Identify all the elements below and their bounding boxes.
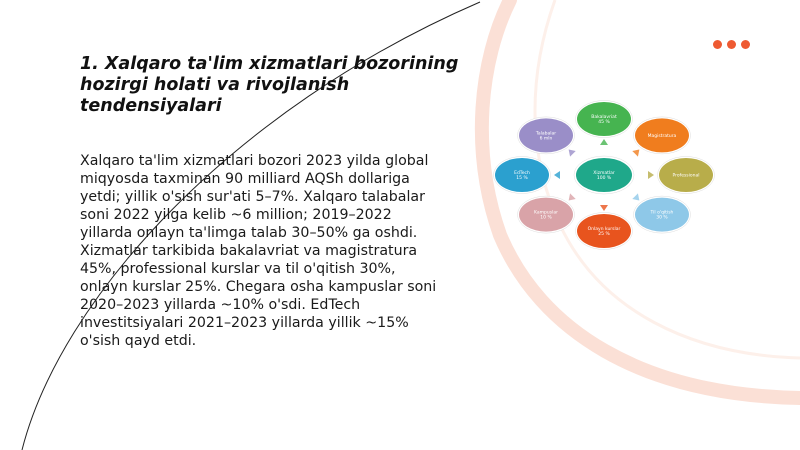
diagram-arrow-icon <box>600 139 608 145</box>
accent-dot-icon <box>713 40 722 49</box>
diagram-arrow-icon <box>632 193 639 200</box>
menu-dots <box>713 40 750 49</box>
diagram-node-label: Talabalar 6 mln <box>535 131 557 142</box>
cycle-diagram <box>480 95 720 265</box>
diagram-arrow-icon <box>648 171 654 179</box>
accent-dot-icon <box>741 40 750 49</box>
diagram-node-label: Professional <box>672 173 700 179</box>
diagram-node-label: EdTech 15 % <box>514 171 530 181</box>
diagram-arrow-icon <box>600 205 608 211</box>
diagram-node-label: Onlayn kurslar 25 % <box>587 227 621 237</box>
diagram-center-label: Xizmatlar 100 % <box>593 171 615 181</box>
diagram-node-label: Bakalavriat 45 % <box>591 115 617 125</box>
slide-title: 1. Xalqaro ta'lim xizmatlari bozorining hozirgi holati va rivojlanish tendensiyalari <box>80 54 459 116</box>
diagram-arrow-icon <box>569 150 576 157</box>
diagram-arrow-icon <box>569 193 576 200</box>
diagram-arrow-icon <box>554 171 560 179</box>
diagram-node-label: Kampuslar 10 % <box>534 210 558 221</box>
accent-dot-icon <box>727 40 736 49</box>
diagram-node-label: Til o'qitish 30 % <box>650 210 674 221</box>
diagram-node-label: Magistratura <box>647 133 677 139</box>
diagram-arrow-icon <box>632 150 639 157</box>
slide-body-text: Xalqaro ta'lim xizmatlari bozori 2023 yilda global miqyosda taxminan 90 milliard AQSh dollariga yetdi; yillik o'sish sur'ati 5–7%. Xalqaro talabalar soni 2022 yilga kelib ~6 million; 2019–2022 yillarda onlayn ta'limga talab 30–50% ga oshdi. Xizmatlar tarkibida bakalavriat va magistratura 45%, professional kurslar va til o'qitish 30%, onlayn kurslar 25%. Chegara osha kampuslar soni 2020–2023 yillarda ~10% o'sdi. EdTech investitsiyalari 2021–2023 yillarda yillik ~15% o'sish qayd etdi. <box>80 153 437 349</box>
